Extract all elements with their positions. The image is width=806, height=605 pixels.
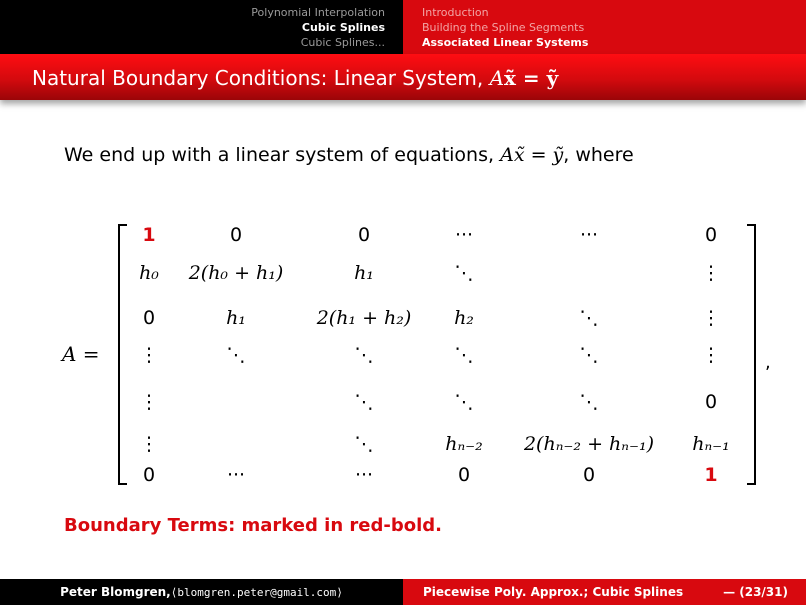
course-title: Piecewise Poly. Approx.; Cubic Splines bbox=[423, 585, 684, 599]
matrix-left-bracket bbox=[118, 224, 127, 485]
matrix-cell-r1-c4: ··· bbox=[454, 224, 474, 246]
matrix-comma: , bbox=[765, 352, 771, 373]
matrix-label: A = bbox=[62, 342, 100, 366]
matrix-cell-r4-c1: ⋮ bbox=[139, 344, 159, 366]
matrix-cell-r2-c1: h₀ bbox=[139, 262, 159, 284]
matrix-cell-r1-c1: 1 bbox=[142, 224, 156, 246]
intro-math: Ax̃ = ỹ bbox=[500, 144, 564, 166]
matrix-cell-r6-c5: 2(hₙ₋₂ + hₙ₋₁) bbox=[523, 433, 655, 455]
matrix-cell-r4-c6: ⋮ bbox=[701, 344, 721, 366]
matrix-cell-r4-c3: ⋱ bbox=[354, 344, 374, 366]
title-bar bbox=[0, 54, 806, 100]
matrix-cell-r2-c6: ⋮ bbox=[701, 262, 721, 284]
matrix-cell-r2-c2: 2(h₀ + h₁) bbox=[188, 262, 284, 284]
matrix-cell-r3-c5: ⋱ bbox=[579, 307, 599, 329]
matrix-cell-r6-c3: ⋱ bbox=[354, 433, 374, 455]
footer-course bbox=[403, 579, 806, 605]
intro-sentence bbox=[64, 144, 634, 166]
slide-title-math-rest: x̃ = ỹ bbox=[504, 66, 559, 90]
matrix-cell-r5-c1: ⋮ bbox=[139, 391, 159, 413]
matrix-cell-r7-c4: 0 bbox=[457, 464, 471, 486]
matrix-cell-r3-c2: h₁ bbox=[226, 307, 246, 329]
matrix-cell-r1-c5: ··· bbox=[579, 224, 599, 246]
matrix-cell-r4-c2: ⋱ bbox=[226, 344, 246, 366]
footer-bar bbox=[0, 579, 806, 605]
matrix-cell-r3-c3: 2(h₁ + h₂) bbox=[316, 307, 412, 329]
slide-title-math-a: A bbox=[489, 66, 505, 90]
matrix-cell-r1-c3: 0 bbox=[357, 224, 371, 246]
matrix-cell-r7-c1: 0 bbox=[142, 464, 156, 486]
section-nav bbox=[0, 0, 403, 54]
matrix-cell-r7-c6: 1 bbox=[704, 464, 718, 486]
matrix-cell-r3-c4: h₂ bbox=[454, 307, 474, 329]
nav-section-cubic-splines[interactable]: Cubic Splines bbox=[301, 21, 385, 34]
matrix-cell-r4-c4: ⋱ bbox=[454, 344, 474, 366]
page-number: — (23/31) bbox=[723, 585, 788, 599]
author-email: ⟨blomgren.peter@gmail.com⟩ bbox=[170, 585, 343, 599]
nav-section-cubic-splines-cont[interactable]: Cubic Splines... bbox=[300, 36, 385, 49]
slide-title bbox=[32, 66, 558, 90]
matrix-right-bracket bbox=[747, 224, 756, 485]
matrix-cell-r4-c5: ⋱ bbox=[579, 344, 599, 366]
navigation-bar bbox=[0, 0, 806, 54]
boundary-note: Boundary Terms: marked in red-bold. bbox=[64, 515, 442, 536]
nav-subsection-introduction[interactable]: Introduction bbox=[422, 6, 489, 19]
nav-subsection-building-segments[interactable]: Building the Spline Segments bbox=[422, 21, 585, 34]
matrix-cell-r5-c3: ⋱ bbox=[354, 391, 374, 413]
matrix-cell-r7-c3: ··· bbox=[354, 464, 374, 486]
author-name: Peter Blomgren, bbox=[60, 585, 171, 599]
matrix-cell-r6-c6: hₙ₋₁ bbox=[692, 433, 730, 455]
intro-text: We end up with a linear system of equations, bbox=[64, 144, 501, 166]
matrix-cell-r2-c3: h₁ bbox=[354, 262, 374, 284]
matrix-cell-r5-c5: ⋱ bbox=[579, 391, 599, 413]
matrix-cell-r7-c2: ··· bbox=[226, 464, 246, 486]
intro-suffix: , where bbox=[563, 144, 634, 166]
matrix-cell-r1-c6: 0 bbox=[704, 224, 718, 246]
matrix-cell-r5-c6: 0 bbox=[704, 391, 718, 413]
matrix-cell-r7-c5: 0 bbox=[582, 464, 596, 486]
matrix-cell-r1-c2: 0 bbox=[229, 224, 243, 246]
nav-subsection-linear-systems[interactable]: Associated Linear Systems bbox=[422, 36, 589, 49]
matrix-cell-r2-c4: ⋱ bbox=[454, 262, 474, 284]
matrix-cell-r3-c6: ⋮ bbox=[701, 307, 721, 329]
slide-title-text: Natural Boundary Conditions: Linear System, bbox=[32, 66, 490, 90]
matrix-cell-r6-c4: hₙ₋₂ bbox=[445, 433, 483, 455]
matrix-cell-r3-c1: 0 bbox=[142, 307, 156, 329]
subsection-nav bbox=[403, 0, 806, 54]
nav-section-polynomial-interpolation[interactable]: Polynomial Interpolation bbox=[251, 6, 385, 19]
matrix-cell-r6-c1: ⋮ bbox=[139, 433, 159, 455]
footer-author bbox=[0, 579, 403, 605]
matrix-cell-r5-c4: ⋱ bbox=[454, 391, 474, 413]
